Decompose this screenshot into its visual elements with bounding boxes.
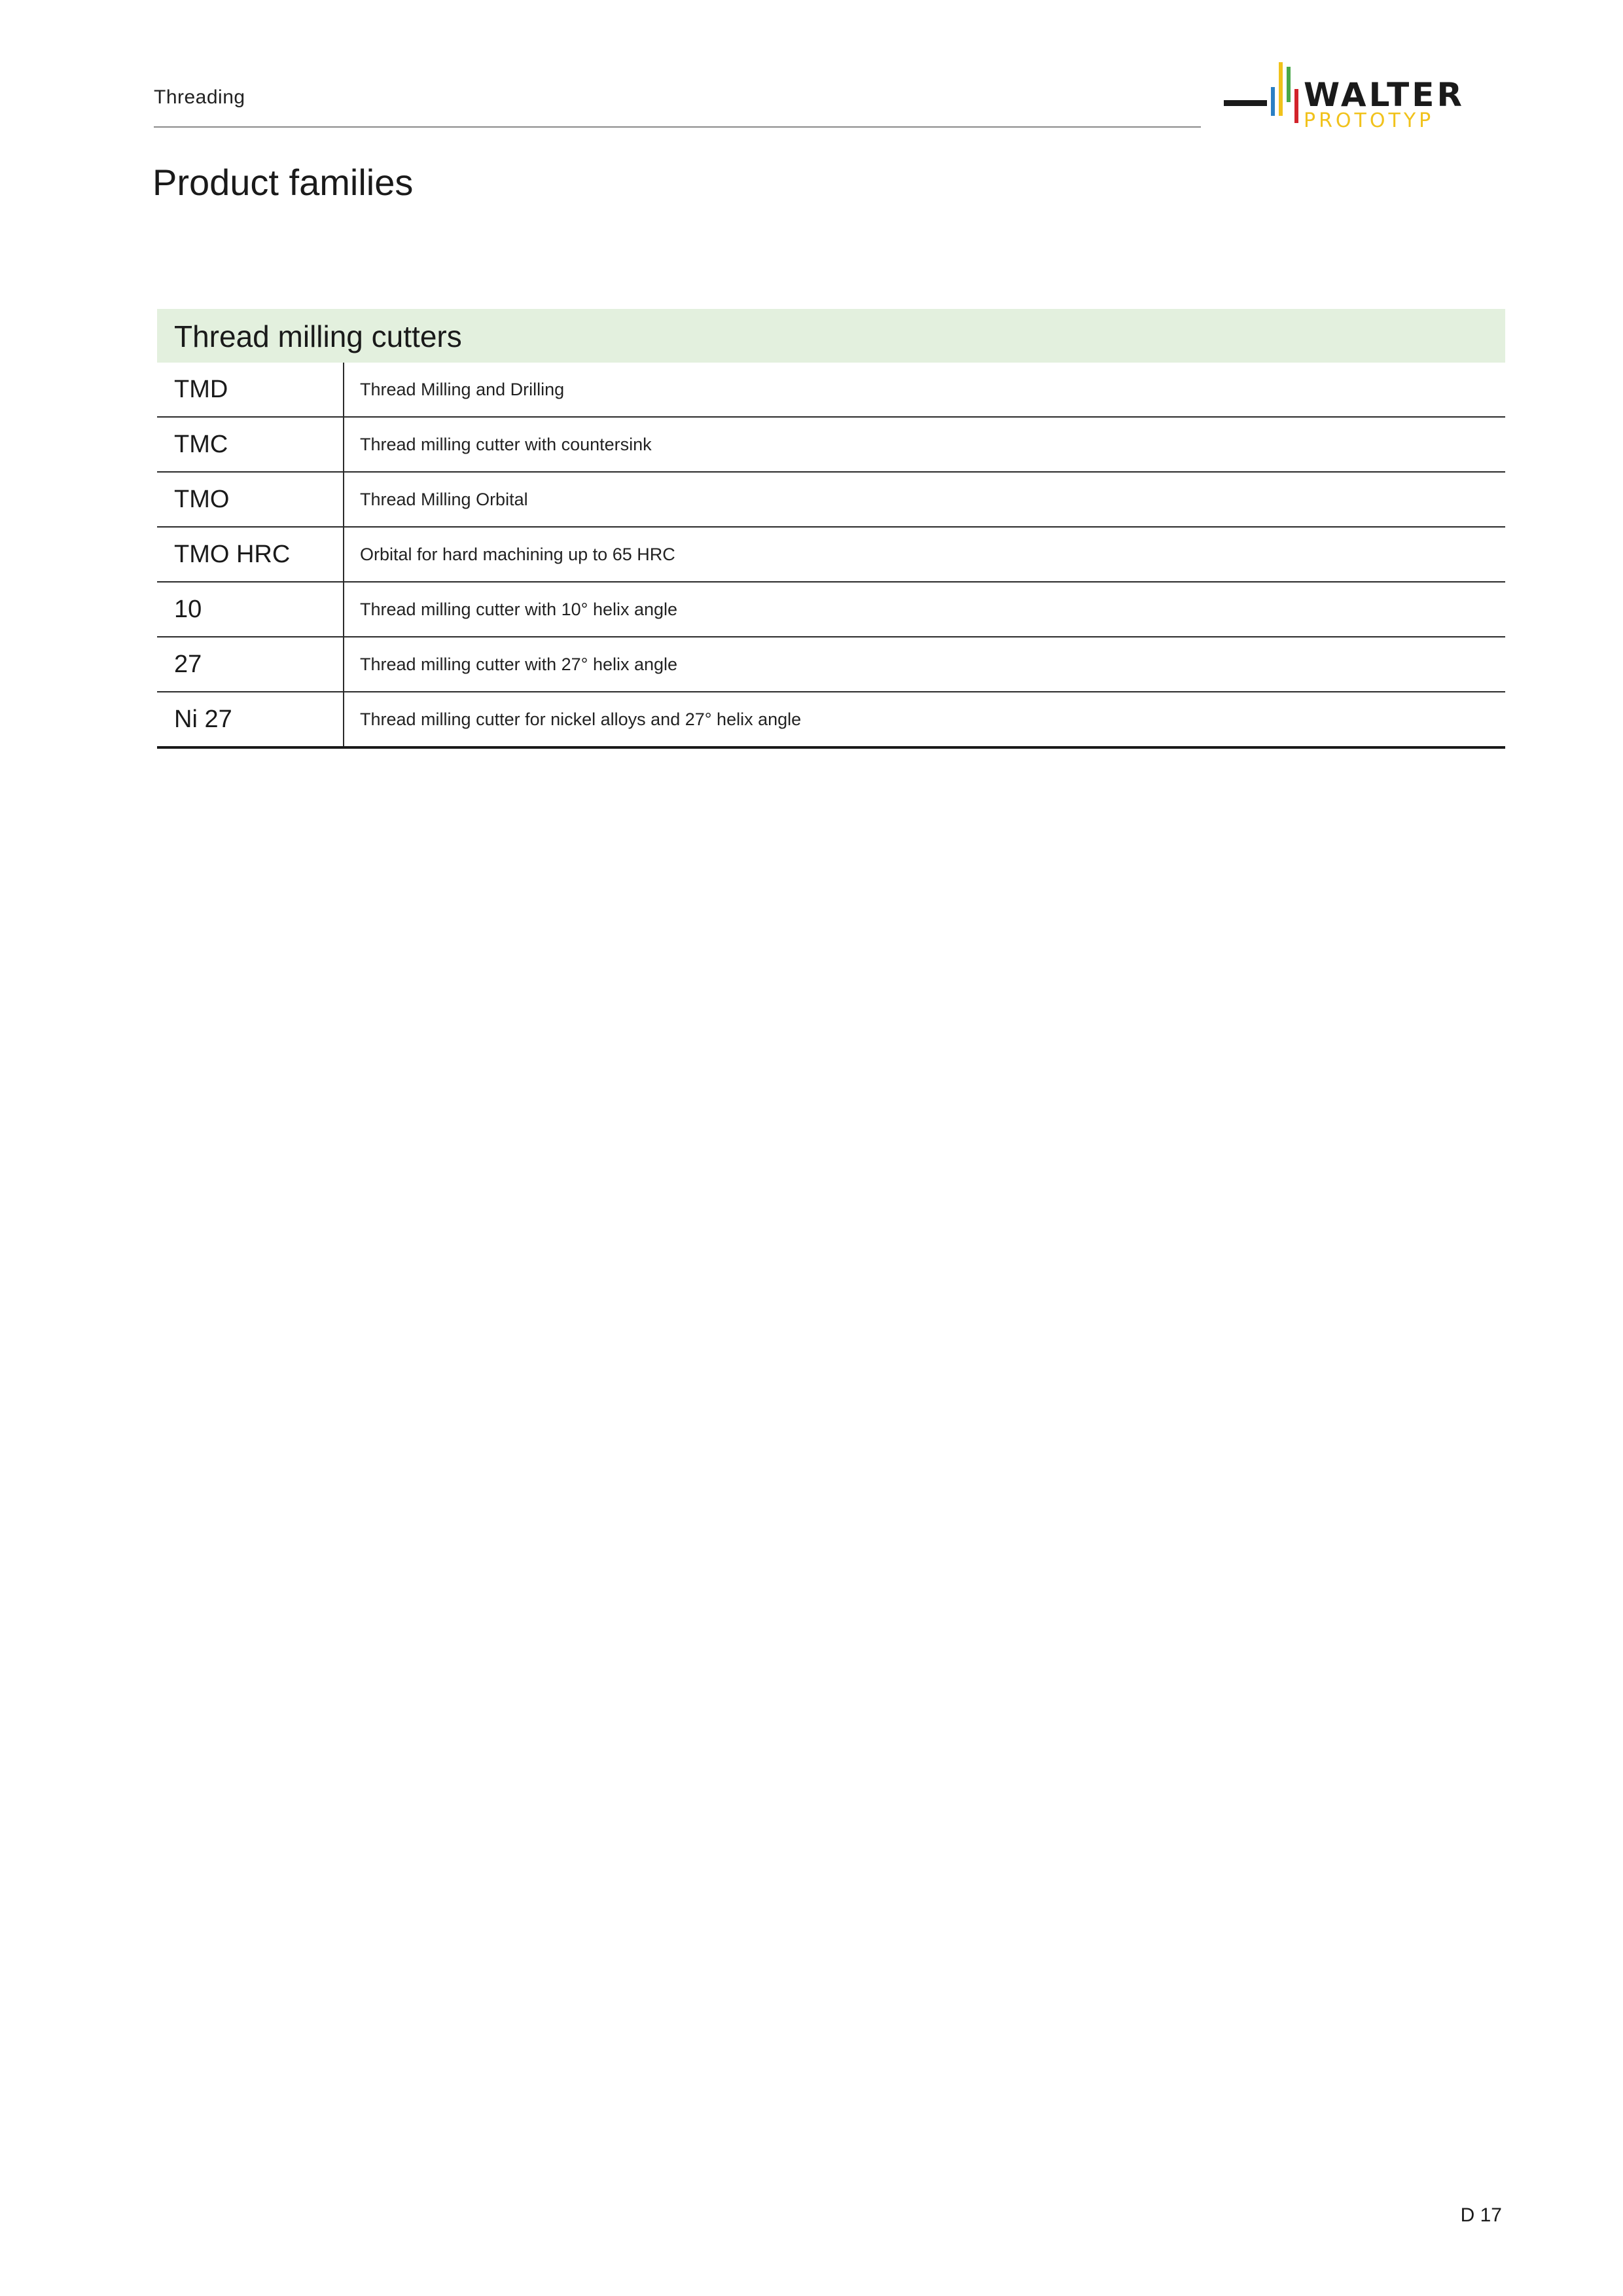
header-divider — [154, 126, 1201, 128]
family-code: TMD — [157, 363, 344, 417]
family-description: Thread milling cutter with 27° helix angle — [344, 637, 1505, 692]
logo-brand-text: WALTER — [1304, 76, 1465, 114]
walter-prototyp-logo — [1224, 59, 1505, 134]
family-code: 10 — [157, 582, 344, 637]
family-description: Orbital for hard machining up to 65 HRC — [344, 527, 1505, 582]
table-row — [157, 417, 1505, 472]
logo-bar-red — [1294, 89, 1298, 123]
family-description: Thread milling cutter with countersink — [344, 417, 1505, 472]
product-families-table — [157, 309, 1505, 749]
section-label: Threading — [154, 86, 245, 108]
logo-bar-blue — [1271, 87, 1275, 116]
table-row — [157, 582, 1505, 637]
table-row — [157, 637, 1505, 692]
page-title: Product families — [152, 162, 414, 203]
page-number: D 17 — [1460, 2204, 1502, 2226]
logo-bar-yellow — [1279, 62, 1283, 116]
family-description: Thread Milling and Drilling — [344, 363, 1505, 417]
table-caption: Thread milling cutters — [157, 309, 1505, 363]
table-row — [157, 527, 1505, 582]
family-description: Thread milling cutter for nickel alloys and 27° helix angle — [344, 692, 1505, 747]
logo-sub-brand-text: PROTOTYP — [1304, 109, 1435, 132]
family-code: TMO HRC — [157, 527, 344, 582]
table-row — [157, 472, 1505, 527]
table-row — [157, 692, 1505, 747]
family-code: TMO — [157, 472, 344, 527]
logo-bar-green — [1287, 67, 1291, 102]
table-row — [157, 363, 1505, 417]
family-code: TMC — [157, 417, 344, 472]
family-code: 27 — [157, 637, 344, 692]
logo-dash — [1224, 100, 1267, 106]
family-code: Ni 27 — [157, 692, 344, 747]
family-description: Thread milling cutter with 10° helix angle — [344, 582, 1505, 637]
family-description: Thread Milling Orbital — [344, 472, 1505, 527]
